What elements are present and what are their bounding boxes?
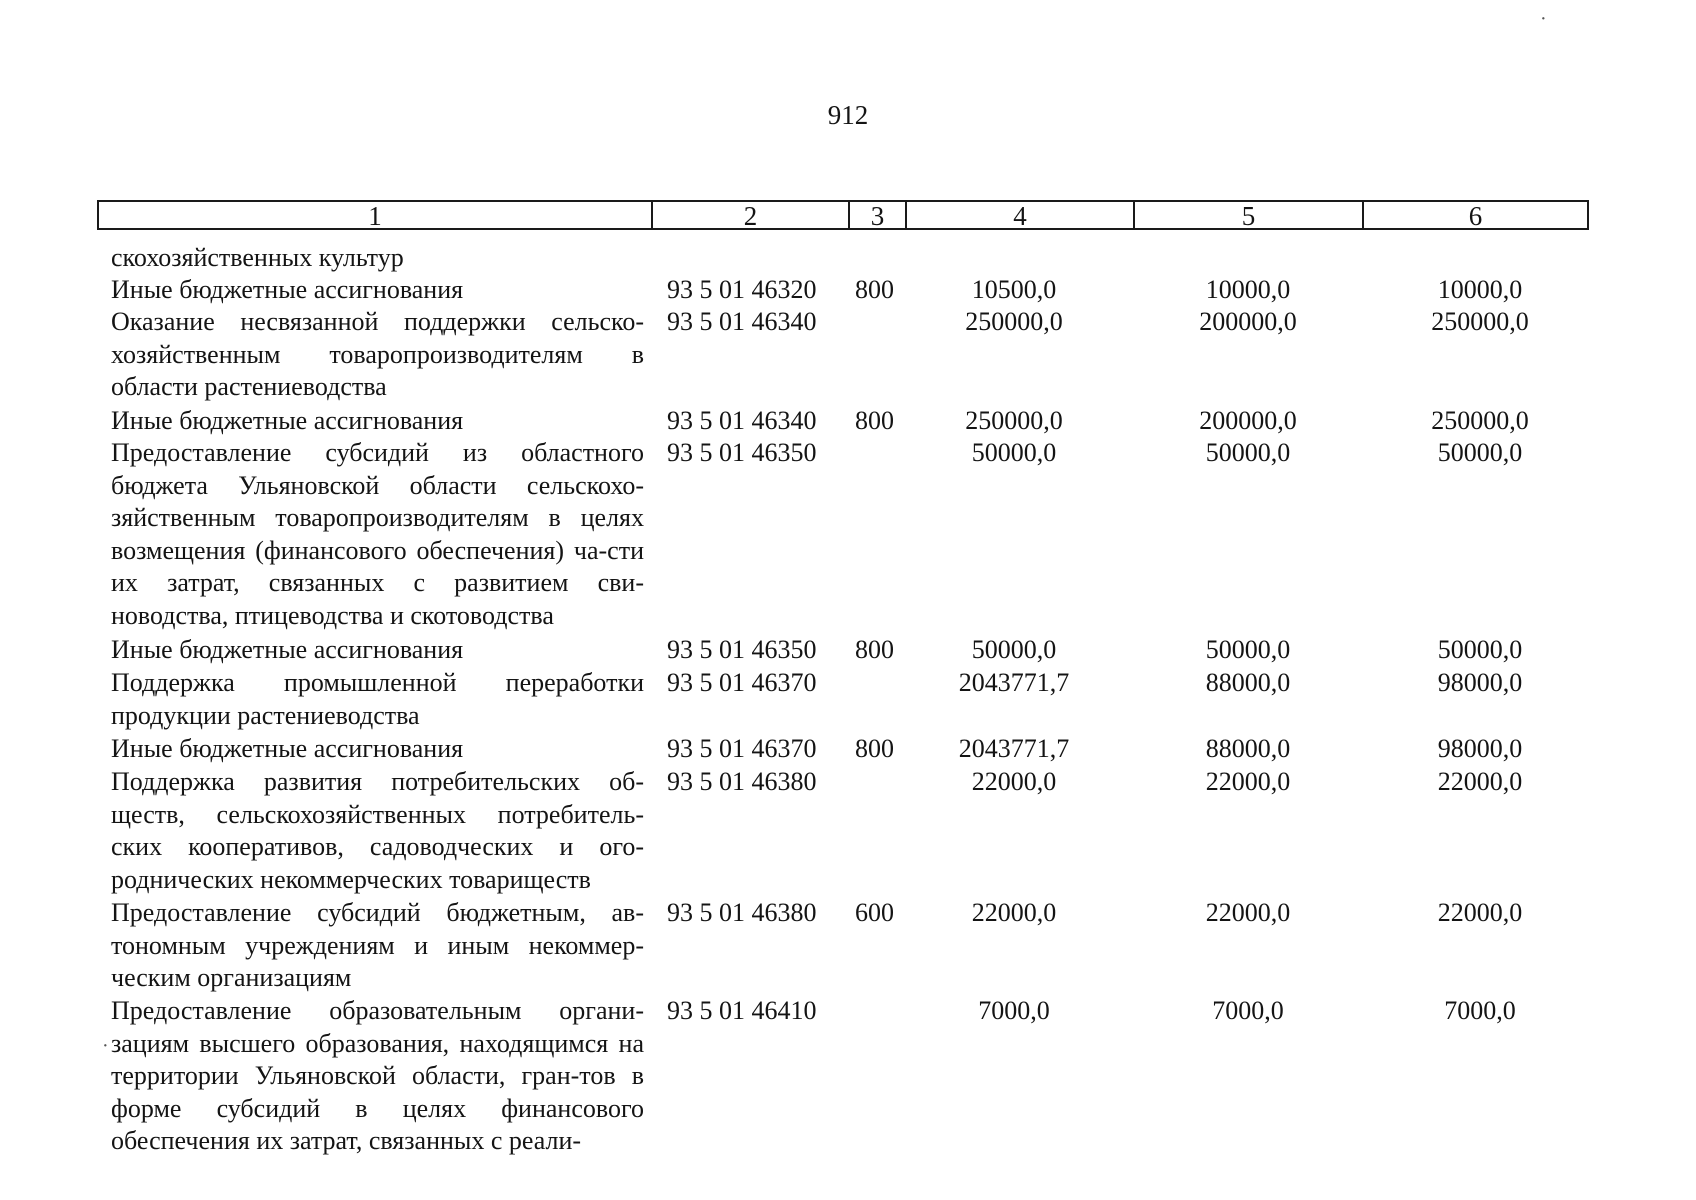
row-description: Предоставление субсидий бюджетным, ав-тономным учреждениям и иным некоммер-ческим организациям bbox=[111, 898, 644, 992]
row-value-col4: 250000,0 bbox=[965, 406, 1063, 435]
row-code: 93 5 01 46320 bbox=[667, 275, 817, 304]
row-value-col4: 7000,0 bbox=[978, 996, 1050, 1025]
header-col-1: 1 bbox=[99, 202, 653, 228]
row-expense-type: 800 bbox=[855, 275, 894, 304]
row-code: 93 5 01 46370 bbox=[667, 668, 817, 697]
row-description: Предоставление субсидий из областного бюджета Ульяновской области сельскохо-зяйственным товаропроизводителям в целях возмещения (финансового обеспечения) ча-сти их затрат, связанных с развитием сви-новодства, птицеводства и скотоводства bbox=[111, 438, 644, 630]
row-expense-type: 800 bbox=[855, 734, 894, 763]
row-code: 93 5 01 46410 bbox=[667, 996, 817, 1025]
row-code: 93 5 01 46370 bbox=[667, 734, 817, 763]
row-value-col6: 50000,0 bbox=[1437, 438, 1523, 467]
row-value-col5: 22000,0 bbox=[1205, 898, 1291, 927]
row-expense-type: 800 bbox=[855, 406, 894, 435]
row-value-col6: 22000,0 bbox=[1437, 767, 1523, 796]
row-value-col5: 200000,0 bbox=[1199, 406, 1297, 435]
row-code: 93 5 01 46380 bbox=[667, 767, 817, 796]
row-value-col4: 2043771,7 bbox=[958, 668, 1070, 697]
row-value-col5: 22000,0 bbox=[1205, 767, 1291, 796]
page-number: 912 bbox=[827, 100, 869, 130]
scan-speck-mark: · bbox=[102, 1035, 109, 1057]
row-value-col4: 22000,0 bbox=[971, 767, 1057, 796]
header-col-2: 2 bbox=[653, 202, 850, 228]
row-description: Иные бюджетные ассигнования bbox=[111, 635, 464, 664]
row-value-col5: 10000,0 bbox=[1205, 275, 1291, 304]
row-value-col5: 88000,0 bbox=[1205, 734, 1291, 763]
row-value-col6: 22000,0 bbox=[1437, 898, 1523, 927]
row-expense-type: 800 bbox=[855, 635, 894, 664]
row-code: 93 5 01 46350 bbox=[667, 635, 817, 664]
row-code: 93 5 01 46380 bbox=[667, 898, 817, 927]
row-description: Иные бюджетные ассигнования bbox=[111, 275, 464, 304]
header-col-6: 6 bbox=[1468, 201, 1483, 231]
row-value-col4: 10500,0 bbox=[971, 275, 1057, 304]
header-col-4: 4 bbox=[907, 202, 1135, 228]
row-value-col5: 7000,0 bbox=[1212, 996, 1284, 1025]
row-value-col4: 22000,0 bbox=[971, 898, 1057, 927]
row-code: 93 5 01 46340 bbox=[667, 406, 817, 435]
row-value-col6: 50000,0 bbox=[1437, 635, 1523, 664]
row-description: скохозяйственных культур bbox=[111, 243, 404, 272]
row-value-col6: 98000,0 bbox=[1437, 734, 1523, 763]
row-code: 93 5 01 46350 bbox=[667, 438, 817, 467]
header-col-3: 3 bbox=[850, 202, 907, 228]
row-description: Иные бюджетные ассигнования bbox=[111, 406, 464, 435]
row-expense-type: 600 bbox=[855, 898, 894, 927]
row-value-col5: 200000,0 bbox=[1199, 307, 1297, 336]
row-value-col5: 88000,0 bbox=[1205, 668, 1291, 697]
row-value-col5: 50000,0 bbox=[1205, 635, 1291, 664]
row-description: Иные бюджетные ассигнования bbox=[111, 734, 464, 763]
row-value-col4: 50000,0 bbox=[971, 438, 1057, 467]
row-value-col4: 250000,0 bbox=[965, 307, 1063, 336]
row-value-col4: 50000,0 bbox=[971, 635, 1057, 664]
header-col-5: 5 bbox=[1135, 202, 1364, 228]
row-description: Предоставление образовательным органи-зациям высшего образования, находящимся на территории Ульяновской области, гран-тов в форме субсидий в целях финансового обеспечения их затрат, связанных с реали- bbox=[111, 996, 644, 1155]
row-value-col6: 98000,0 bbox=[1437, 668, 1523, 697]
row-description: Поддержка промышленной переработки продукции растениеводства bbox=[111, 668, 644, 730]
row-description: Поддержка развития потребительских об-ществ, сельскохозяйственных потребитель-ских кооперативов, садоводческих и ого-роднических некоммерческих товариществ bbox=[111, 767, 644, 894]
row-description: Оказание несвязанной поддержки сельско-хозяйственным товаропроизводителям в области растениеводства bbox=[111, 307, 644, 401]
row-value-col4: 2043771,7 bbox=[958, 734, 1070, 763]
row-value-col6: 250000,0 bbox=[1431, 307, 1529, 336]
scan-speck-mark: · bbox=[1540, 8, 1547, 30]
row-value-col6: 7000,0 bbox=[1444, 996, 1516, 1025]
row-value-col5: 50000,0 bbox=[1205, 438, 1291, 467]
row-value-col6: 250000,0 bbox=[1431, 406, 1529, 435]
row-value-col6: 10000,0 bbox=[1437, 275, 1523, 304]
row-code: 93 5 01 46340 bbox=[667, 307, 817, 336]
